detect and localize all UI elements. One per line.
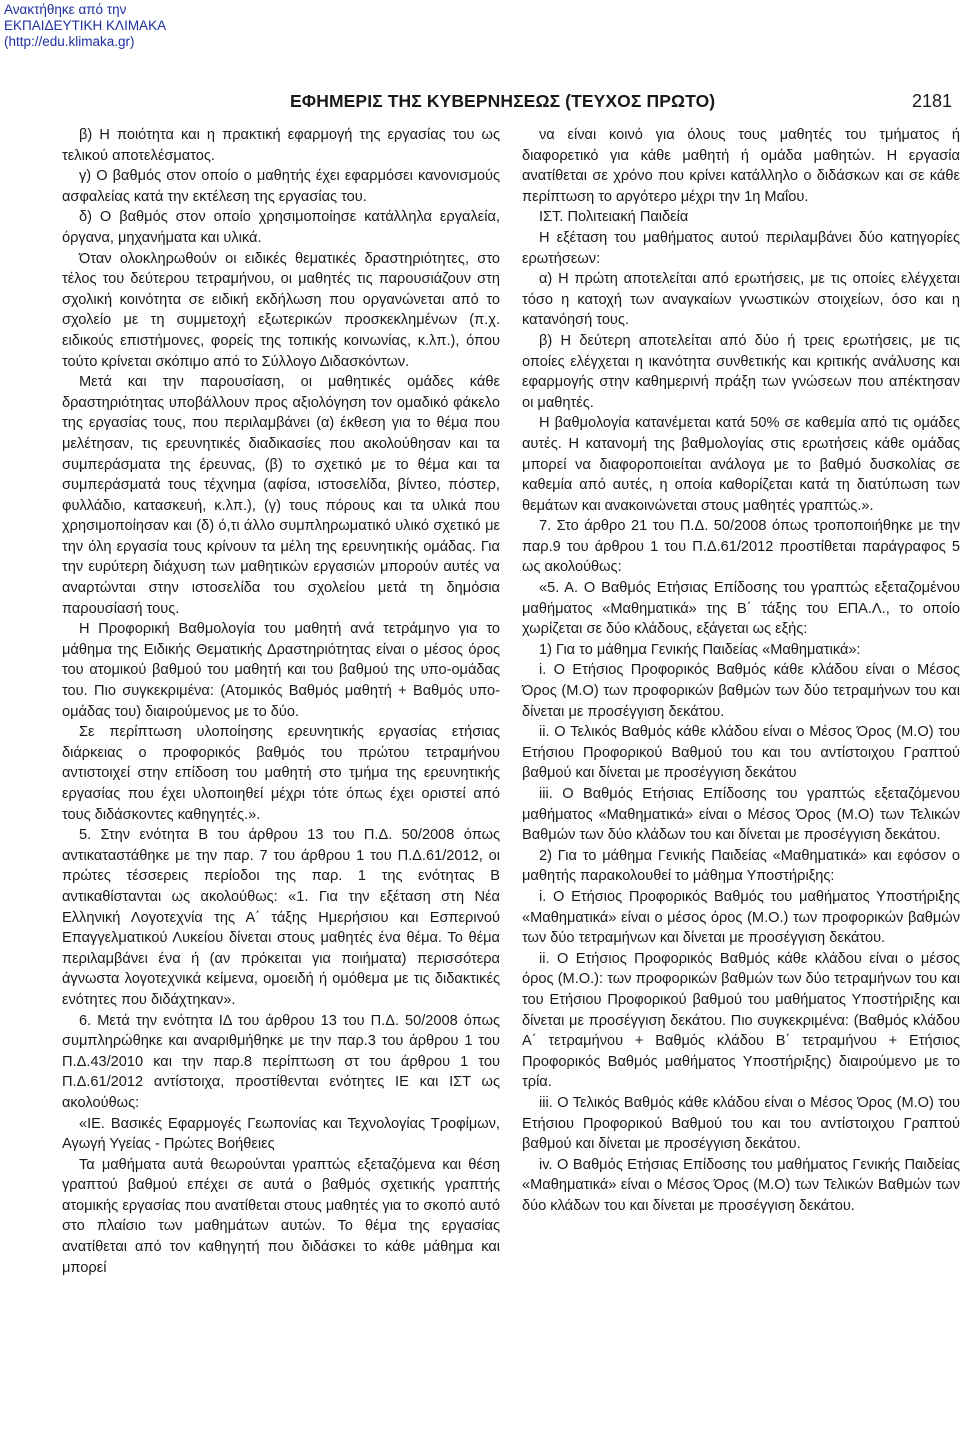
paragraph: Τα μαθήματα αυτά θεωρούνται γραπτώς εξεταζόμενα και θέση γραπτού βαθμού επέχει σε αυτά ο βαθμός σχετικής γραπτής ατομικής εργασίας που ανατίθεται στους μαθητές για το σκοπό αυτό στο πλαίσιο των μαθημάτων αυτών. Το θέμα της εργασίας ανατίθεται από τον καθηγητή που διδάσκει το κάθε μάθημα και μπορεί (62, 1156, 500, 1276)
paragraph: Η Προφορική Βαθμολογία του μαθητή ανά τετράμηνο για το μάθημα της Ειδικής Θεματικής Δραστηριότητας είναι ο μέσος όρος του ατομικού βαθμού του μαθητή και του βαθμού της υπο-ομάδας του. Πιο συγκεκριμένα: (Ατομικός Βαθμός μαθητή + Βαθμός υπο-ομάδας του) διαιρούμενος με το δύο. (62, 621, 500, 720)
gazette-title: ΕΦΗΜΕΡΙΣ ΤΗΣ ΚΥΒΕΡΝΗΣΕΩΣ (ΤΕΥΧΟΣ ΠΡΩΤΟ) (290, 91, 716, 111)
paragraph: Σε περίπτωση υλοποίησης ερευνητικής εργασίας ετήσιας διάρκειας ο προφορικός βαθμός του πρώτου τετραμήνου αντιστοιχεί στην επίδοση του μαθητή στο τμήμα της ερευνητικής εργασίας που έχει υλοποιηθεί μέχρι τότε όπως έχει οριστεί από τους διδάσκοντες καθηγητές.». (62, 724, 500, 823)
paragraph: ii. Ο Τελικός Βαθμός κάθε κλάδου είναι ο Μέσος Όρος (Μ.Ο) του Ετήσιου Προφορικού Βαθμού του και του αντίστοιχου Γραπτού βαθμού και δίνεται με προσέγγιση δεκάτου (522, 724, 960, 782)
paragraph: Η βαθμολογία κατανέμεται κατά 50% σε καθεμία από τις ομάδες αυτές. Η κατανομή της βαθμολογίας στις ερωτήσεις κάθε ομάδας μπορεί να διαφοροποιείται ανάλογα με το βαθμό δυσκολίας σε καθεμία από αυτές, η οποία καθορίζεται κατά τη διατύπωση των θεμάτων και ανακοινώνεται στους μαθητές γραπτώς.». (522, 415, 960, 514)
paragraph: iv. Ο Βαθμός Ετήσιας Επίδοσης του μαθήματος Γενικής Παιδείας «Μαθηματικά» είναι ο Μέσος Όρος (Μ.Ο) των Τελικών Βαθμών των δύο κλάδων του και δίνεται με προσέγγιση δεκάτου. (522, 1156, 960, 1214)
right-column (522, 125, 960, 1216)
paragraph: α) Η πρώτη αποτελείται από ερωτήσεις, με τις οποίες ελέγχεται τόσο η κατοχή των αναγκαίων γνωστικών στοιχείων, όσο και η κατανόησή τους. (522, 271, 960, 329)
paragraph: 5. Στην ενότητα Β του άρθρου 13 του Π.Δ. 50/2008 όπως αντικαταστάθηκε με την παρ. 7 του άρθρου 1 του Π.Δ.61/2012, οι πρώτες τέσσερεις περίοδοι της παρ. 1 της ενότητας Β αντικαθίστανται ως ακολούθως: «1. Για την εξέταση στη Νέα Ελληνική Λογοτεχνία της Α΄ τάξης Ημερήσιου και Εσπερινού Επαγγελματικού Λυκείου δίνεται στους μαθητές ένα θέμα. Το θέμα περιλαμβάνει ένα ή (αν πρόκειται για ποιήματα) περισσότερα άγνωστα λογοτεχνικά κείμενα, ομοειδή ή ομόθεμα με τις διδακτικές ενότητες που διδάχτηκαν». (62, 827, 500, 1008)
paragraph: iii. Ο Βαθμός Ετήσιας Επίδοσης του γραπτώς εξεταζόμενου μαθήματος «Μαθηματικά» είναι ο Μέσος Όρος (Μ.Ο) των Τελικών Βαθμών των δύο κλάδων του και δίνεται με προσέγγιση δεκάτου. (522, 786, 960, 844)
paragraph: Μετά και την παρουσίαση, οι μαθητικές ομάδες κάθε δραστηριότητας υποβάλλουν προς αξιολόγηση τον ομαδικό φάκελο της εργασίας τους, που περιλαμβάνει (α) έκθεση για το θέμα που μελέτησαν, τις ερευνητικές διαδικασίες που ακολούθησαν και τα συμπεράσματα της έρευνας, (β) το σχετικό με το θέμα και τα συμπεράσματά τους τέχνημα (αφίσα, ιστοσελίδα, βίντεο, πόστερ, φυλλάδιο, κατασκευή, κ.λπ.), (γ) τους πόρους και τα υλικά που χρησιμοποίησαν και (δ) ό,τι άλλο συμπληρωματικό υλικό σχετικό με την όλη εργασία τους κρίνουν τα μέλη της ερευνητικής ομάδας. Για την ευρύτερη διάχυση των μαθητικών εργασιών μπορούν αυτές να αναρτώνται στην ιστοσελίδα του σχολείου μετά τη δημόσια παρουσίασή τους. (62, 374, 500, 617)
source-note-line: Ανακτήθηκε από την (4, 2, 127, 17)
left-column (62, 125, 500, 1278)
paragraph: 1) Για το μάθημα Γενικής Παιδείας «Μαθηματικά»: (539, 641, 861, 658)
paragraph: γ) Ο βαθμός στον οποίο ο μαθητής έχει εφαρμόσει κανονισμούς ασφαλείας κατά την εκτέλεση της εργασίας του. (62, 168, 500, 205)
paragraph: 7. Στο άρθρο 21 του Π.Δ. 50/2008 όπως τροποποιήθηκε με την παρ.9 του άρθρου 1 του Π.Δ.61/2012 προστίθεται παράγραφος 5 ως ακολούθως: (522, 518, 960, 576)
paragraph: 2) Για το μάθημα Γενικής Παιδείας «Μαθηματικά» και εφόσον ο μαθητής παρακολουθεί το μάθημα Υποστήριξης: (522, 847, 960, 885)
paragraph: iii. Ο Τελικός Βαθμός κάθε κλάδου είναι ο Μέσος Όρος (Μ.Ο) του Ετήσιου Προφορικού Βαθμού του και του αντίστοιχου Γραπτού βαθμού και δίνεται με προσέγγιση δεκάτου. (522, 1094, 960, 1153)
running-header (290, 91, 954, 113)
paragraph: i. Ο Ετήσιος Προφορικός Βαθμός κάθε κλάδου είναι ο Μέσος Όρος (Μ.Ο) των προφορικών βαθμών των δύο τετραμήνων του και δίνεται με προσέγγιση δεκάτου. (522, 662, 960, 720)
paragraph: i. Ο Ετήσιος Προφορικός Βαθμός του μαθήματος Υποστήριξης «Μαθηματικά» είναι ο μέσος όρος (Μ.Ο.) των προφορικών βαθμών των δύο τετραμήνων και δίνεται με προσέγγιση δεκάτου. (522, 888, 960, 947)
source-note (4, 2, 166, 50)
page-number: 2181 (911, 91, 952, 111)
source-note-site-name: ΕΚΠΑΙΔΕΥΤΙΚΗ ΚΛΙΜΑΚΑ (4, 18, 167, 33)
paragraph: «5. Α. Ο Βαθμός Ετήσιας Επίδοσης του γραπτώς εξεταζομένου μαθήματος «Μαθηματικά» της Β΄ τάξης του ΕΠΑ.Λ., το οποίο χωρίζεται σε δύο κλάδους, εξάγεται ως εξής: (522, 580, 960, 638)
section-heading: «ΙΕ. Βασικές Εφαρμογές Γεωπονίας και Τεχνολογίας Τροφίμων, Αγωγή Υγείας - Πρώτες Βοήθειες (62, 1115, 500, 1153)
paragraph: β) Η δεύτερη αποτελείται από δύο ή τρεις ερωτήσεις, με τις οποίες ελέγχεται η ικανότητα συνθετικής και κριτικής ανάλυσης και εφαρμογής στην καθημερινή πράξη των γνώσεων που απέκτησαν οι μαθητές. (522, 332, 960, 411)
paragraph: Η εξέταση του μαθήματος αυτού περιλαμβάνει δύο κατηγορίες ερωτήσεων: (522, 229, 960, 267)
paragraph: δ) Ο βαθμός στον οποίο χρησιμοποίησε κατάλληλα εργαλεία, όργανα, μηχανήματα και υλικά. (62, 209, 500, 246)
paragraph: β) Η ποιότητα και η πρακτική εφαρμογή της εργασίας του ως τελικού αποτελέσματος. (62, 127, 500, 164)
paragraph: ii. Ο Ετήσιος Προφορικός Βαθμός κάθε κλάδου είναι ο μέσος όρος (Μ.Ο.): των προφορικών βαθμών των δύο τετραμήνων του και του Ετήσιου Προφορικού βαθμού του μαθήματος Υποστήριξης και δίνεται με προσέγγιση δεκάτου. Πιο συγκεκριμένα: (Βαθμός κλάδου Α΄ τετραμήνου + Βαθμός κλάδου Β΄ τετραμήνου + Ετήσιος Προφορικός Βαθμός μαθήματος Υποστήριξης) διαιρούμενο με το τρία. (522, 950, 960, 1091)
paragraph: Όταν ολοκληρωθούν οι ειδικές θεματικές δραστηριότητες, στο τέλος του δεύτερου τετραμήνου, οι μαθητές τις παρουσιάζουν στη σχολική κοινότητα σε ειδική εκδήλωση που οργανώνεται από το σχολείο με τη συμμετοχή εξωτερικών προσκεκλημένων (π.χ. ειδικούς επιστήμονες, φορείς της τοπικής κοινωνίας, κ.λπ.), όπου τούτο κρίνεται σκόπιμο από το Σύλλογο Διδασκόντων. (62, 250, 500, 370)
paragraph: να είναι κοινό για όλους τους μαθητές του τμήματος ή διαφορετικό για κάθε μαθητή ή ομάδα μαθητών. Η εργασία ανατίθεται σε χρόνο που κρίνει κατάλληλο ο διδάσκων και σε κάθε περίπτωση το αργότερο μέχρι την 1η Μαΐου. (522, 127, 960, 205)
section-heading: ΙΣΤ. Πολιτειακή Παιδεία (539, 209, 689, 226)
paragraph: 6. Μετά την ενότητα ΙΔ του άρθρου 13 του Π.Δ. 50/2008 όπως συμπληρώθηκε και αναριθμήθηκε με την παρ.3 του άρθρου 1 του Π.Δ.43/2010 και την παρ.8 περίπτωση στ του άρθρου 1 του Π.Δ.61/2012 αντίστοιχα, προστίθενται ενότητες ΙΕ και ΙΣΤ ως ακολούθως: (62, 1012, 500, 1111)
source-note-url: (http://edu.klimaka.gr) (4, 34, 135, 49)
